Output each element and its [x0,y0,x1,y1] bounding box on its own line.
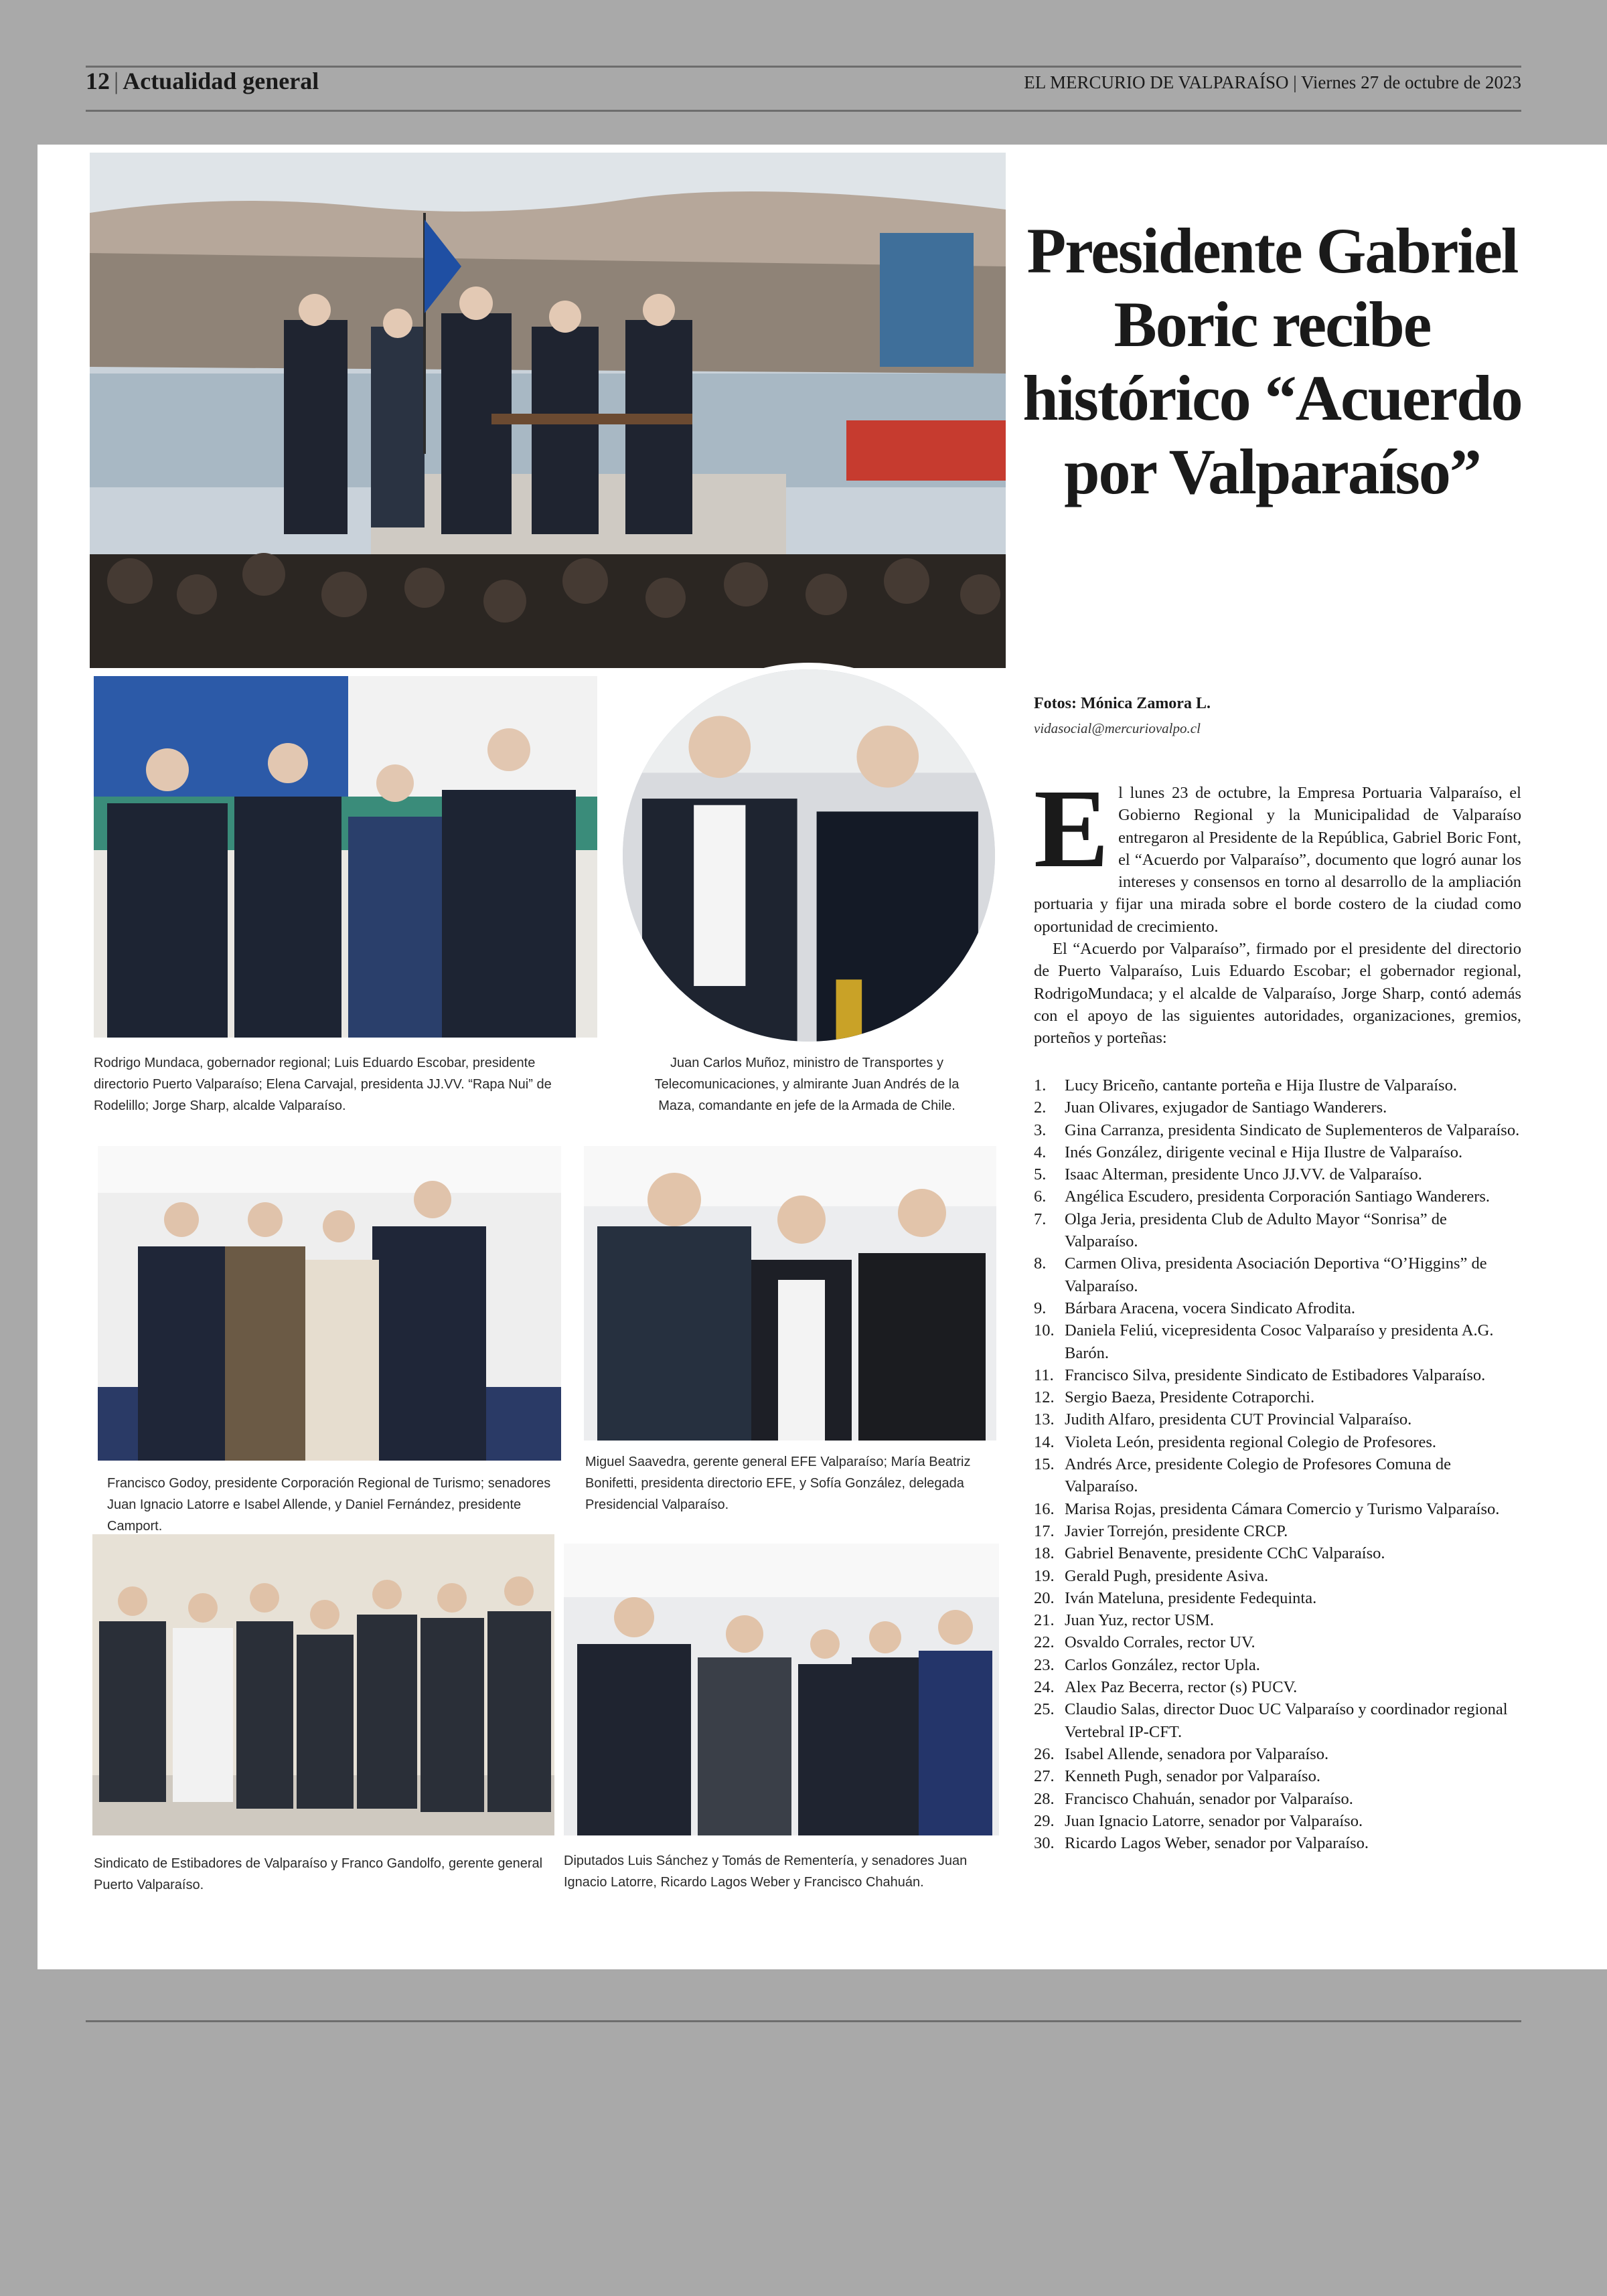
drop-cap: E [1034,766,1109,891]
list-item-text: Gabriel Benavente, presidente CChC Valparaíso. [1065,1544,1385,1563]
list-item [1034,1408,1521,1430]
list-item [1034,1208,1521,1253]
header-bottom-rule [86,110,1521,112]
photo-credit: Fotos: Mónica Zamora L. [1034,695,1211,712]
list-item-text: Lucy Briceño, cantante porteña e Hija Ilustre de Valparaíso. [1065,1076,1457,1094]
list-item-text: Andrés Arce, presidente Colegio de Profesores Comuna de Valparaíso. [1065,1455,1451,1496]
list-item-number: 17. [1034,1522,1055,1540]
list-item [1034,1743,1521,1765]
list-item-number: 27. [1034,1767,1055,1786]
contact-email[interactable]: vidasocial@mercuriovalpo.cl [1034,720,1201,736]
photo-deputies-senators [564,1544,999,1835]
list-item-number: 12. [1034,1388,1055,1407]
list-item [1034,1119,1521,1141]
list-item [1034,1542,1521,1564]
list-item-text: Juan Yuz, rector USM. [1065,1611,1214,1630]
list-item [1034,1319,1521,1364]
list-item-text: Francisco Chahuán, senador por Valparaíso. [1065,1789,1353,1808]
main-photo [90,153,1006,668]
list-item-text: Juan Ignacio Latorre, senador por Valparaíso. [1065,1811,1363,1830]
photo-efe [584,1146,996,1441]
caption-minister-admiral: Juan Carlos Muñoz, ministro de Transportes y Telecomunicaciones, y almirante Juan Andrés de la Maza, comandante en jefe de la Armada de Chile. [654,1056,960,1113]
list-item-number: 26. [1034,1744,1055,1763]
list-item-number: 8. [1034,1254,1047,1273]
list-item [1034,1654,1521,1676]
photo-minister-admiral [616,663,1002,1048]
article-paragraph-1: l lunes 23 de octubre, la Empresa Portuaria Valparaíso, el Gobierno Regional y la Municipalidad de Valparaíso entregaron al Presidente de la República, Gabriel Boric Font, el “Acuerdo por Valparaíso”, documento que logró aunar los intereses y consensos en torno al desarrollo de la ampliación portuaria y fijar una mirada sobre el borde costero de la ciudad como oportunidad de crecimiento. [1034,784,1521,936]
list-item-number: 24. [1034,1678,1055,1697]
list-item [1034,1765,1521,1787]
list-item-number: 11. [1034,1366,1054,1384]
page-number: 12 [86,68,110,94]
list-item-number: 25. [1034,1700,1055,1719]
section-title: Actualidad general [123,68,319,94]
list-item-text: Iván Mateluna, presidente Fedequinta. [1065,1588,1317,1607]
list-item-number: 15. [1034,1455,1055,1474]
list-item-number: 21. [1034,1611,1055,1630]
list-item-text: Claudio Salas, director Duoc UC Valparaíso y coordinador regional Vertebral IP-CFT. [1065,1700,1508,1741]
header-separator: | [114,68,119,94]
list-item-number: 10. [1034,1321,1055,1340]
list-item [1034,1498,1521,1520]
list-item [1034,1297,1521,1319]
list-item [1034,1587,1521,1609]
list-item-number: 23. [1034,1655,1055,1674]
list-item-text: Osvaldo Corrales, rector UV. [1065,1633,1255,1652]
list-item [1034,1185,1521,1208]
list-item-number: 13. [1034,1410,1055,1429]
list-item [1034,1364,1521,1386]
caption-dockworkers: Sindicato de Estibadores de Valparaíso y Franco Gandolfo, gerente general Puerto Valparaíso. [94,1856,543,1892]
list-item-number: 5. [1034,1165,1047,1184]
list-item [1034,1832,1521,1854]
list-item-number: 22. [1034,1633,1055,1652]
list-item-text: Inés González, dirigente vecinal e Hija Ilustre de Valparaíso. [1065,1143,1463,1161]
list-item [1034,1453,1521,1498]
list-item-number: 16. [1034,1499,1055,1518]
list-item-text: Judith Alfaro, presidenta CUT Provincial Valparaíso. [1065,1410,1412,1429]
list-item-text: Kenneth Pugh, senador por Valparaíso. [1065,1767,1320,1786]
list-item [1034,1074,1521,1096]
list-item-number: 9. [1034,1299,1047,1317]
list-item-number: 6. [1034,1187,1047,1206]
list-item-number: 30. [1034,1834,1055,1853]
list-item [1034,1141,1521,1163]
article-body [1034,766,1521,1050]
list-item [1034,1631,1521,1653]
article-paragraph-2: El “Acuerdo por Valparaíso”, firmado por el presidente del directorio de Puerto Valparaíso, Luis Eduardo Escobar; el gobernador regional, RodrigoMundaca; y el alcalde de Valparaíso, Jorge Sharp, contó además con el apoyo de las siguientes autoridades, organizaciones, gremios, porteños y porteñas: [1034,940,1521,1048]
list-item-number: 19. [1034,1566,1055,1585]
list-item-number: 18. [1034,1544,1055,1563]
list-item [1034,1788,1521,1810]
photo-authorities [94,676,597,1038]
page-header-right [1024,72,1521,93]
caption-authorities: Rodrigo Mundaca, gobernador regional; Luis Eduardo Escobar, presidente directorio Puerto Valparaíso; Elena Carvajal, presidenta JJ.VV. “Rapa Nui” de Rodelillo; Jorge Sharp, alcalde Valparaíso. [94,1056,552,1113]
page-header-left [86,67,319,95]
list-item-text: Angélica Escudero, presidenta Corporación Santiago Wanderers. [1065,1187,1490,1206]
list-item-text: Gina Carranza, presidenta Sindicato de Suplementeros de Valparaíso. [1065,1121,1520,1139]
list-item-number: 2. [1034,1098,1047,1117]
list-item-number: 20. [1034,1588,1055,1607]
list-item-text: Juan Olivares, exjugador de Santiago Wanderers. [1065,1098,1387,1117]
list-item [1034,1163,1521,1185]
list-item-text: Isabel Allende, senadora por Valparaíso. [1065,1744,1329,1763]
list-item-text: Sergio Baeza, Presidente Cotraporchi. [1065,1388,1315,1407]
photo-tourism-senators [98,1146,561,1461]
list-item [1034,1698,1521,1743]
list-item-text: Carlos González, rector Upla. [1065,1655,1260,1674]
list-item [1034,1609,1521,1631]
list-item [1034,1386,1521,1408]
list-item-number: 7. [1034,1210,1047,1228]
list-item [1034,1431,1521,1453]
list-item [1034,1565,1521,1587]
list-item-text: Isaac Alterman, presidente Unco JJ.VV. de Valparaíso. [1065,1165,1422,1184]
list-item-text: Ricardo Lagos Weber, senador por Valparaíso. [1065,1834,1369,1853]
caption-tourism-senators: Francisco Godoy, presidente Corporación Regional de Turismo; senadores Juan Ignacio Latorre e Isabel Allende, y Daniel Fernández, presidente Camport. [107,1476,551,1534]
list-item-number: 1. [1034,1076,1047,1094]
list-item-text: Gerald Pugh, presidente Asiva. [1065,1566,1269,1585]
photo-dockworkers [92,1534,554,1835]
list-item [1034,1096,1521,1119]
list-item-number: 14. [1034,1432,1055,1451]
list-item [1034,1252,1521,1297]
list-item-text: Marisa Rojas, presidenta Cámara Comercio y Turismo Valparaíso. [1065,1499,1500,1518]
list-item-number: 3. [1034,1121,1047,1139]
list-item-text: Francisco Silva, presidente Sindicato de Estibadores Valparaíso. [1065,1366,1486,1384]
list-item-text: Javier Torrejón, presidente CRCP. [1065,1522,1288,1540]
list-item-text: Olga Jeria, presidenta Club de Adulto Mayor “Sonrisa” de Valparaíso. [1065,1210,1447,1251]
list-item-number: 29. [1034,1811,1055,1830]
list-item-text: Bárbara Aracena, vocera Sindicato Afrodita. [1065,1299,1356,1317]
supporters-list [1034,1074,1521,1854]
list-item-number: 4. [1034,1143,1047,1161]
list-item [1034,1676,1521,1698]
list-item [1034,1810,1521,1832]
newspaper-name: EL MERCURIO DE VALPARAÍSO [1024,72,1289,92]
caption-deputies-senators: Diputados Luis Sánchez y Tomás de Rementería, y senadores Juan Ignacio Latorre, Ricardo Lagos Weber y Francisco Chahuán. [564,1854,968,1890]
list-item [1034,1520,1521,1542]
article-headline: Presidente Gabriel Boric recibe histórico “Acuerdo por Valparaíso” [1022,215,1522,507]
caption-efe: Miguel Saavedra, gerente general EFE Valparaíso; María Beatriz Bonifetti, presidenta directorio EFE, y Sofía González, delegada Presidencial Valparaíso. [585,1455,971,1512]
footer-rule [86,2020,1521,2022]
issue-date: Viernes 27 de octubre de 2023 [1300,72,1521,92]
list-item-number: 28. [1034,1789,1055,1808]
list-item-text: Violeta León, presidenta regional Colegio de Profesores. [1065,1432,1437,1451]
list-item-text: Daniela Feliú, vicepresidenta Cosoc Valparaíso y presidenta A.G. Barón. [1065,1321,1494,1362]
list-item-text: Alex Paz Becerra, rector (s) PUCV. [1065,1678,1298,1697]
list-item-text: Carmen Oliva, presidenta Asociación Deportiva “O’Higgins” de Valparaíso. [1065,1254,1487,1295]
header-separator: | [1288,72,1301,92]
